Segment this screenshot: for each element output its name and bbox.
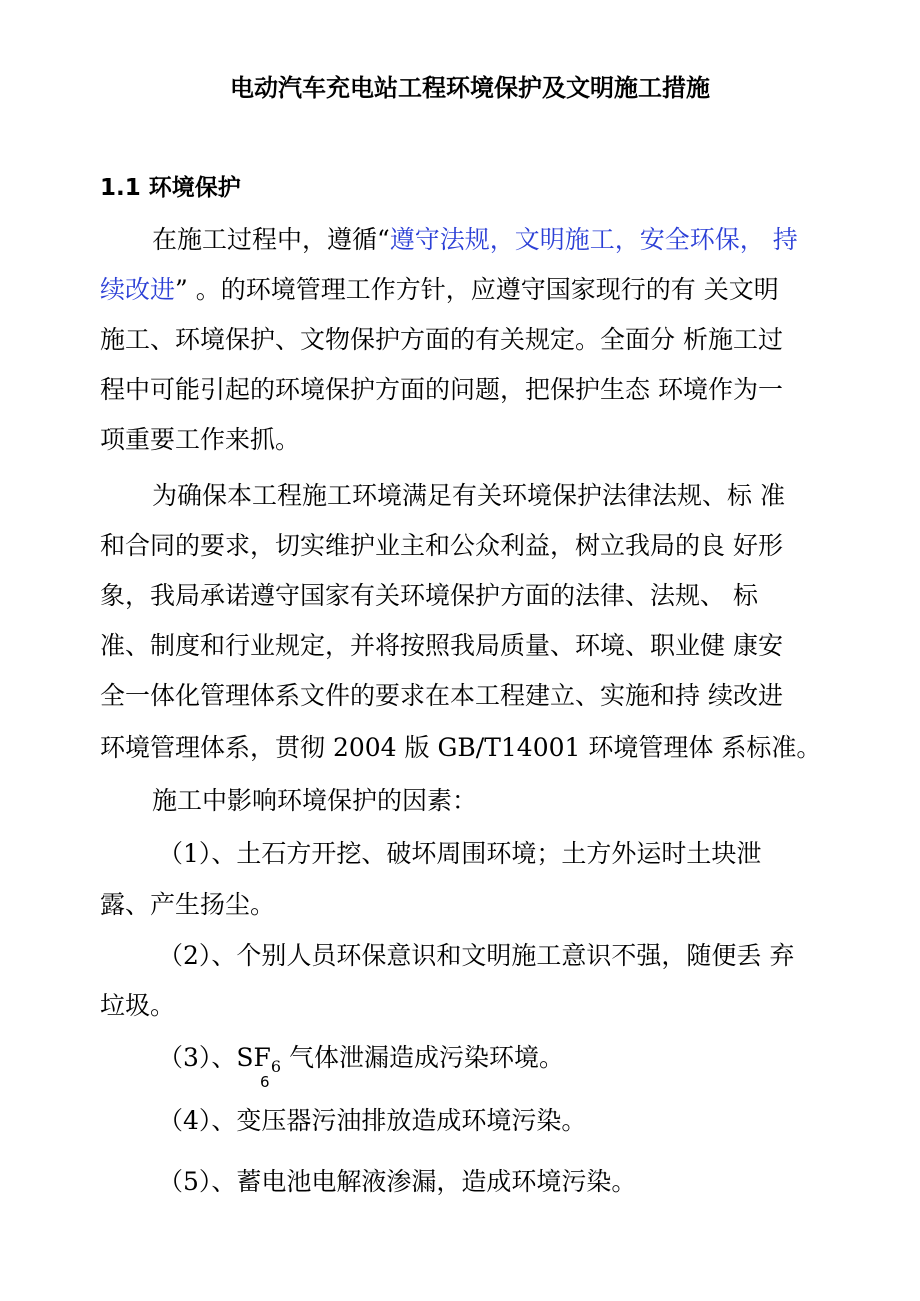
para2-line6: 环境管理体系，贯彻 2004 版 GB/T14001 环境管理体 系标准。 bbox=[100, 733, 822, 762]
item1-line2: 露、产生扬尘。 bbox=[100, 890, 276, 919]
para1-line2-text: ” 。的环境管理工作方针，应遵守国家现行的有 关文明 bbox=[175, 275, 779, 304]
stray-subscript-mark: 6 bbox=[260, 1073, 270, 1091]
item3 bbox=[158, 1040, 564, 1085]
para2-line3: 象，我局承诺遵守国家有关环境保护方面的法律、法规、 标 bbox=[100, 581, 758, 610]
policy-highlight-part2: 续改进 bbox=[100, 275, 176, 304]
item5: （5）、蓄电池电解液渗漏，造成环境污染。 bbox=[158, 1167, 637, 1196]
policy-highlight-part1: 遵守法规，文明施工，安全环保， 持 bbox=[389, 225, 798, 254]
sf6-subscript: 6 bbox=[270, 1057, 282, 1076]
document-title: 电动汽车充电站工程环境保护及文明施工措施 bbox=[230, 74, 710, 102]
para1-line3: 施工、环境保护、文物保护方面的有关规定。全面分 析施工过 bbox=[100, 325, 783, 354]
para1-line4: 程中可能引起的环境保护方面的问题，把保护生态 环境作为一 bbox=[100, 375, 783, 404]
item2-line2: 垃圾。 bbox=[100, 991, 176, 1020]
para1-line5: 项重要工作来抓。 bbox=[100, 425, 301, 454]
para2-line5: 全一体化管理体系文件的要求在本工程建立、实施和持 续改进 bbox=[100, 681, 783, 710]
item2-line1: （2）、个别人员环保意识和文明施工意识不强，随便丢 弃 bbox=[158, 941, 795, 970]
section-heading: 1.1 环境保护 bbox=[100, 175, 241, 201]
item1-line1: （1）、土石方开挖、破坏周围环境；土方外运时土块泄 bbox=[158, 839, 762, 868]
para1-line1 bbox=[152, 222, 798, 258]
para2-line4: 准、制度和行业规定，并将按照我局质量、环境、职业健 康安 bbox=[100, 631, 783, 660]
para1-line2 bbox=[100, 272, 779, 308]
para2-line2: 和合同的要求，切实维护业主和公众利益，树立我局的良 好形 bbox=[100, 531, 783, 560]
item3-post: 气体泄漏造成污染环境。 bbox=[281, 1043, 565, 1072]
para2-line1: 为确保本工程施工环境满足有关环境保护法律法规、标 准 bbox=[152, 481, 785, 510]
para1-line1-text: 在施工过程中，遵循“ bbox=[152, 225, 390, 254]
item3-pre: （3）、SF bbox=[158, 1043, 271, 1072]
factors-intro: 施工中影响环境保护的因素： bbox=[152, 786, 478, 815]
item4: （4）、变压器污油排放造成环境污染。 bbox=[158, 1106, 587, 1135]
